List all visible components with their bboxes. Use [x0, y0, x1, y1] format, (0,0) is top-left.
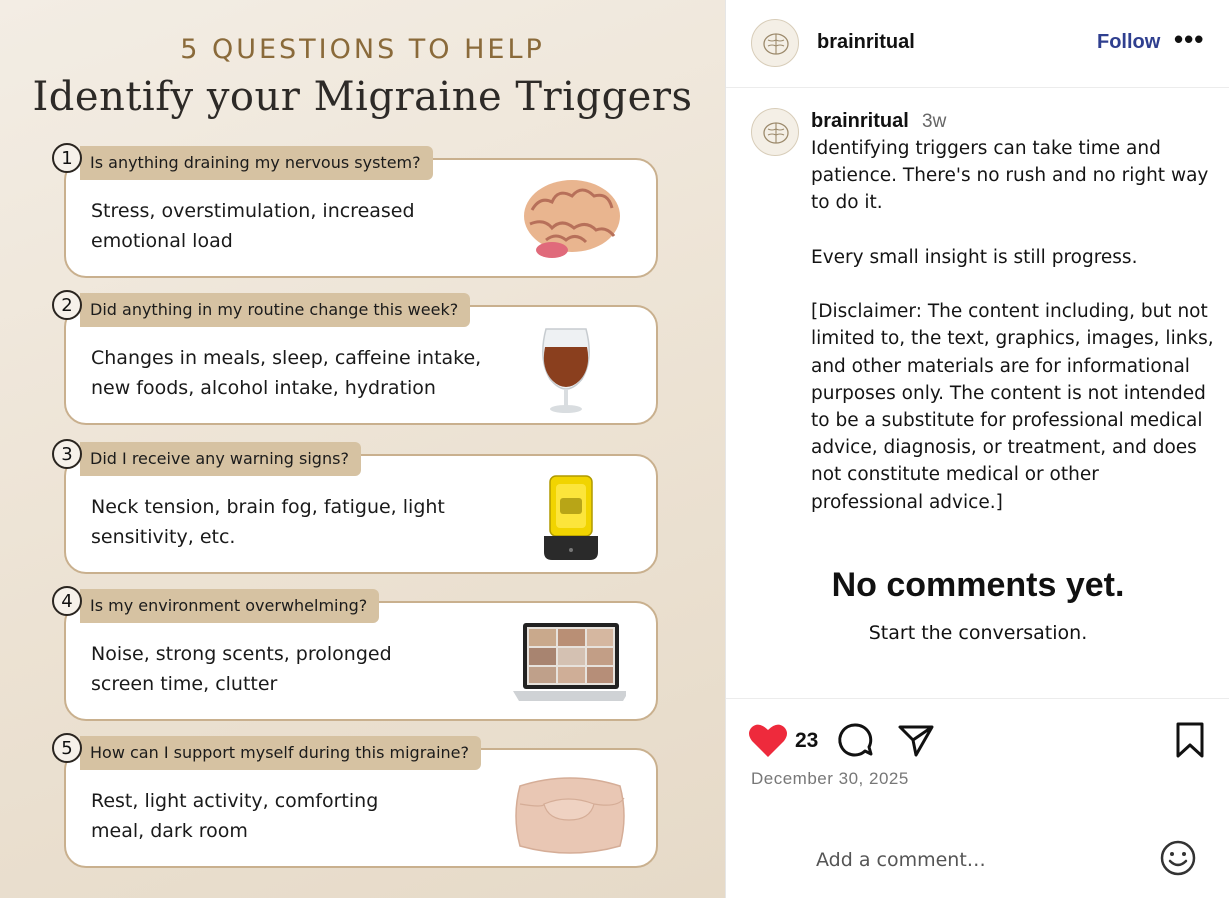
wine-glass-illustration	[516, 321, 626, 417]
question-label: Is anything draining my nervous system?	[80, 146, 433, 180]
brain-illustration	[516, 174, 626, 270]
brain-logo-icon	[760, 117, 792, 149]
post-header	[726, 0, 1229, 88]
caption-paragraph: Identifying triggers can take time and patience. There's no rush and no right way to do it.	[811, 138, 1209, 214]
comment-input[interactable]	[816, 846, 1136, 874]
comment-icon[interactable]	[836, 721, 874, 759]
question-label: Did anything in my routine change this week?	[80, 293, 470, 327]
image-title: Identify your Migraine Triggers	[32, 74, 693, 120]
caption-avatar[interactable]	[751, 108, 799, 156]
caption-paragraph: [Disclaimer: The content including, but not limited to, the text, graphics, images, links, and other materials are for informational purposes only. The content is not intended to be a substitute for professional medical advice, diagnosis, or treatment, and does not constitute medical or other professional advice.]	[811, 301, 1214, 513]
heart-icon[interactable]	[748, 723, 788, 759]
question-label: Is my environment overwhelming?	[80, 589, 379, 623]
brain-logo-icon	[760, 28, 792, 60]
like-count[interactable]: 23	[795, 729, 819, 752]
question-number: 2	[52, 290, 82, 320]
question-answer: Changes in meals, sleep, caffeine intake, new foods, alcohol intake, hydration	[91, 347, 482, 399]
share-icon[interactable]	[896, 721, 936, 759]
avatar[interactable]	[751, 19, 799, 67]
caption-paragraph: Every small insight is still progress.	[811, 246, 1138, 268]
laptop-illustration	[502, 617, 626, 713]
post-date[interactable]: December 30, 2025	[751, 769, 909, 788]
question-answer: Rest, light activity, comforting meal, dark room	[91, 790, 379, 842]
follow-button[interactable]: Follow	[1097, 31, 1161, 53]
question-answer: Neck tension, brain fog, fatigue, light sensitivity, etc.	[91, 496, 445, 548]
question-number: 5	[52, 733, 82, 763]
bookmark-icon[interactable]	[1174, 721, 1206, 759]
more-options-icon[interactable]: •••	[1174, 24, 1205, 54]
question-number: 4	[52, 586, 82, 616]
no-comments-subtitle: Start the conversation.	[868, 622, 1088, 644]
caption-timestamp[interactable]: 3w	[922, 111, 947, 132]
post-panel	[725, 0, 1229, 898]
no-comments-title: No comments yet.	[831, 566, 1125, 604]
caption-username[interactable]: brainritual	[811, 110, 909, 132]
caption-text	[811, 135, 1216, 516]
question-number: 3	[52, 439, 82, 469]
question-answer: Stress, overstimulation, increased emotional load	[91, 200, 415, 252]
silk-pillow-illustration	[504, 764, 634, 860]
post-actions	[726, 698, 1229, 808]
question-answer: Noise, strong scents, prolonged screen time, clutter	[91, 643, 392, 695]
emoji-icon[interactable]	[1159, 839, 1197, 877]
image-eyebrow: 5 QUESTIONS TO HELP	[180, 34, 545, 65]
question-label: Did I receive any warning signs?	[80, 442, 361, 476]
warning-light-illustration	[516, 470, 626, 566]
question-label: How can I support myself during this migraine?	[80, 736, 481, 770]
header-username[interactable]: brainritual	[817, 31, 915, 53]
question-number: 1	[52, 143, 82, 173]
comment-row	[726, 820, 1229, 898]
